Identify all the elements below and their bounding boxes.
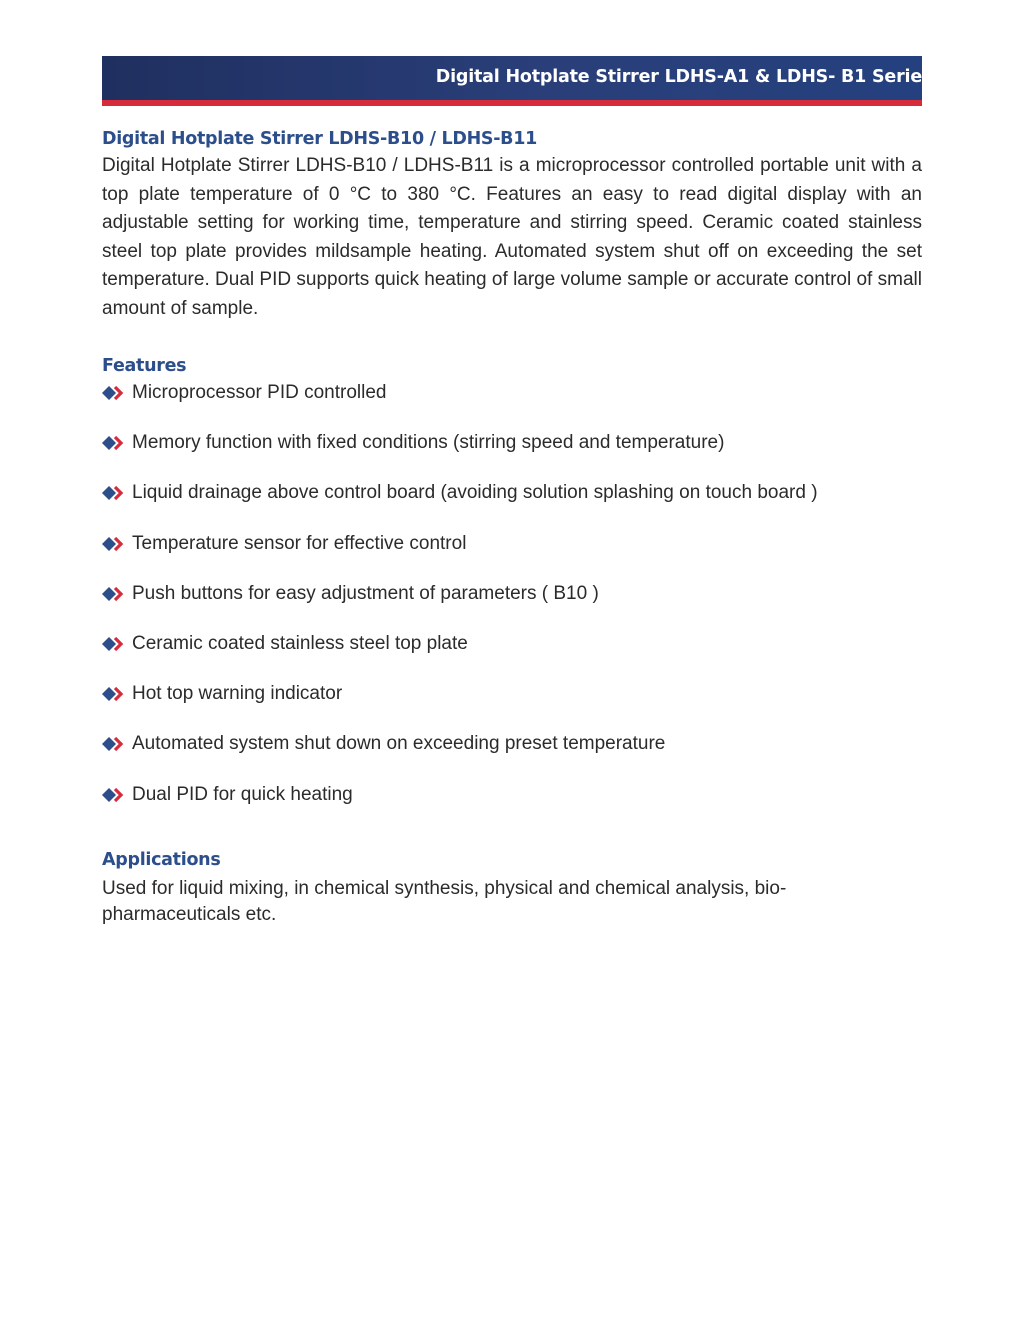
feature-item xyxy=(102,429,922,479)
diamond-arrow-bullet-icon xyxy=(102,586,126,602)
features-list xyxy=(102,379,922,831)
feature-text: Dual PID for quick heating xyxy=(132,783,353,805)
product-heading: Digital Hotplate Stirrer LDHS-B10 / LDHS-B11 xyxy=(102,129,537,149)
feature-item xyxy=(102,730,922,780)
feature-item xyxy=(102,580,922,630)
feature-text: Liquid drainage above control board (avoiding solution splashing on touch board ) xyxy=(132,482,818,504)
feature-item xyxy=(102,379,922,429)
diamond-arrow-bullet-icon xyxy=(102,536,126,552)
applications-text: Used for liquid mixing, in chemical synthesis, physical and chemical analysis, bio-pharmaceuticals etc. xyxy=(102,877,787,925)
applications-heading: Applications xyxy=(102,849,221,870)
features-heading: Features xyxy=(102,356,187,376)
diamond-arrow-bullet-icon xyxy=(102,385,126,401)
banner-title: Digital Hotplate Stirrer LDHS-A1 & LDHS- B1 Serie xyxy=(435,67,922,87)
feature-text: Microprocessor PID controlled xyxy=(132,382,387,403)
main-content xyxy=(102,126,922,928)
feature-item xyxy=(102,680,922,730)
feature-item xyxy=(102,530,922,580)
header-banner xyxy=(102,56,922,100)
feature-item xyxy=(102,630,922,680)
feature-text: Temperature sensor for effective control xyxy=(132,532,467,554)
feature-text: Hot top warning indicator xyxy=(132,683,343,705)
banner-red-stripe xyxy=(102,100,922,106)
feature-text: Memory function with fixed conditions (stirring speed and temperature) xyxy=(132,432,725,454)
diamond-arrow-bullet-icon xyxy=(102,435,126,451)
product-description: Digital Hotplate Stirrer LDHS-B10 / LDHS-B11 is a microprocessor controlled portable unit with a top plate temperature of 0 °C to 380 °C. Features an easy to read digital display with an adjustable setting for working time, temperature and stirring speed. Ceramic coated stainless steel top plate provides mildsample heating. Automated system shut off on exceeding the set temperature. Dual PID supports quick heating of large volume sample or accurate control of small amount of sample. xyxy=(102,155,922,319)
feature-text: Push buttons for easy adjustment of parameters ( B10 ) xyxy=(132,582,599,604)
diamond-arrow-bullet-icon xyxy=(102,736,126,752)
feature-text: Automated system shut down on exceeding preset temperature xyxy=(132,733,666,755)
feature-item xyxy=(102,781,922,831)
diamond-arrow-bullet-icon xyxy=(102,636,126,652)
diamond-arrow-bullet-icon xyxy=(102,787,126,803)
feature-item xyxy=(102,479,922,529)
diamond-arrow-bullet-icon xyxy=(102,686,126,702)
feature-text: Ceramic coated stainless steel top plate xyxy=(132,632,468,654)
diamond-arrow-bullet-icon xyxy=(102,485,126,501)
